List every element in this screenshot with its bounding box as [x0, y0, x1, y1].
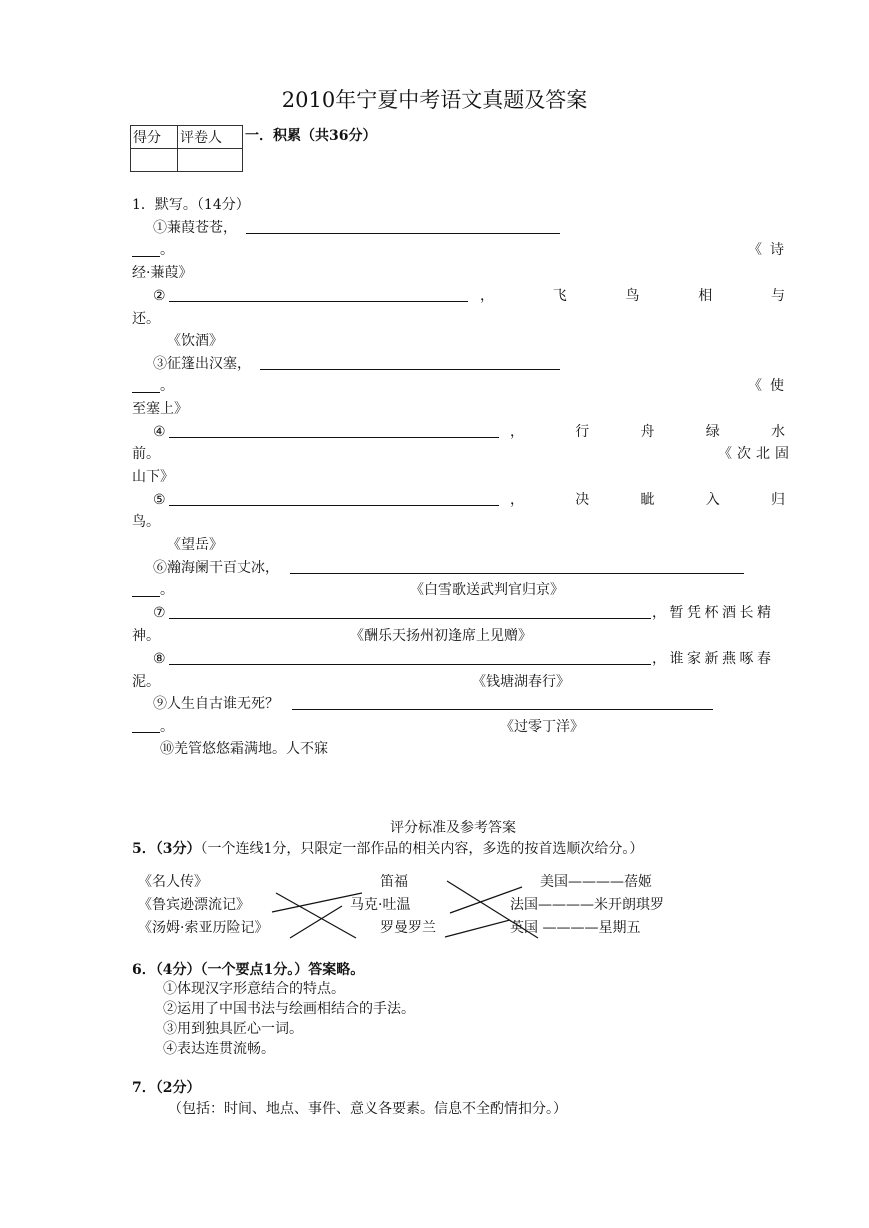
q1-item-4-source-cont: 山下》 — [132, 469, 174, 485]
score-label: 得分 — [131, 126, 178, 149]
q1-item-3-period: 。 — [160, 378, 174, 394]
q1-item-3-source-cont: 至塞上》 — [132, 401, 188, 417]
q5-character-2: 马克·吐温 — [350, 897, 411, 913]
q1-item-5-lead: ⑤ — [153, 492, 166, 508]
section-heading: 一．积累（共36分） — [245, 128, 377, 144]
q1-item-8-after: ，谁家新燕啄春 — [652, 651, 775, 667]
q6-point-4: ④表达连贯流畅。 — [163, 1041, 275, 1057]
q1-item-7-lead: ⑦ — [153, 605, 166, 621]
q1-heading: 1．默写。（14分） — [132, 197, 250, 213]
q1-item-8-source: 《钱塘湖春行》 — [472, 674, 570, 690]
q1-item-4-after-cont: 前。 — [132, 446, 160, 462]
q6-point-3: ③用到独具匠心一词。 — [163, 1021, 303, 1037]
match-line-2 — [272, 893, 362, 912]
q1-item-4-after: ， 行 舟 绿 水 — [510, 424, 785, 440]
answers-heading: 评分标准及参考答案 — [390, 820, 516, 836]
q6-point-2: ②运用了中国书法与绘画相结合的手法。 — [163, 1001, 415, 1017]
q5-country-1: 美国————蓓姬 — [540, 874, 652, 890]
q1-item-7-after: ，暂凭杯酒长精 — [652, 605, 775, 621]
match-line-6 — [445, 920, 510, 937]
q5-work-1: 《名人传》 — [138, 874, 208, 890]
q1-item-1-period: 。 — [160, 242, 174, 258]
q1-item-2-source: 《饮酒》 — [167, 333, 223, 349]
q6-point-1: ①体现汉字形意结合的特点。 — [163, 981, 345, 997]
q5-head: 5．（3分） — [132, 841, 201, 857]
q1-item-8-lead: ⑧ — [153, 651, 166, 667]
match-line-1 — [276, 893, 356, 938]
q1-item-6-period: 。 — [160, 582, 174, 598]
q1-item-6-source: 《白雪歌送武判官归京》 — [410, 582, 564, 598]
q1-item-9-period: 。 — [160, 719, 174, 735]
q5-character-3: 罗曼罗兰 — [380, 920, 436, 936]
q1-item-4-lead: ④ — [153, 424, 166, 440]
q1-item-10-lead: ⑩羌管悠悠霜满地。人不寐 — [160, 741, 328, 757]
q1-item-2-lead: ② — [153, 288, 166, 304]
q1-item-9-lead: ⑨人生自古谁无死？ — [153, 696, 279, 712]
q5-work-2: 《鲁宾逊漂流记》 — [138, 897, 250, 913]
q1-item-5-source: 《望岳》 — [167, 537, 223, 553]
q1-item-7-after-cont: 神。 — [132, 628, 160, 644]
q7-note: （包括：时间、地点、事件、意义各要素。信息不全酌情扣分。） — [168, 1101, 567, 1117]
q1-item-3-lead: ③征篷出汉塞， — [153, 356, 251, 372]
q5-note: （一个连线1分，只限定一部作品的相关内容，多选的按首选顺次给分。） — [200, 841, 644, 857]
q5-country-3: 英国 ————星期五 — [510, 920, 641, 936]
grader-label: 评卷人 — [178, 126, 243, 149]
q7-head: 7．（2分） — [132, 1080, 201, 1096]
page-title: 2010年宁夏中考语文真题及答案 — [281, 88, 588, 112]
match-line-5 — [450, 887, 522, 913]
q1-item-1-lead: ①蒹葭苍苍， — [153, 220, 237, 236]
q1-item-9-source: 《过零丁洋》 — [500, 719, 584, 735]
match-line-3 — [290, 906, 342, 938]
q5-character-1: 笛福 — [380, 874, 408, 890]
q1-item-6-lead: ⑥瀚海阑干百丈冰， — [153, 560, 279, 576]
q1-item-8-after-cont: 泥。 — [132, 674, 160, 690]
q1-item-2-after: ， 飞 鸟 相 与 — [480, 288, 785, 304]
q1-item-5-after: ， 决 眦 入 归 — [510, 492, 785, 508]
q1-item-4-source: 《次北固 — [718, 446, 794, 462]
q1-item-1-source-cont: 经·蒹葭》 — [132, 265, 193, 281]
q1-item-5-after-cont: 鸟。 — [132, 514, 160, 530]
q5-country-2: 法国————米开朗琪罗 — [510, 897, 664, 913]
q1-item-3-source: 《 使 — [748, 378, 784, 394]
q1-item-7-source: 《酬乐天扬州初逢席上见赠》 — [350, 628, 532, 644]
q1-item-2-after-cont: 还。 — [132, 311, 160, 327]
q1-item-1-source: 《 诗 — [748, 242, 784, 258]
q5-work-3: 《汤姆·索亚历险记》 — [138, 920, 269, 936]
q6-head: 6．（4分）（一个要点1分。）答案略。 — [132, 962, 365, 978]
